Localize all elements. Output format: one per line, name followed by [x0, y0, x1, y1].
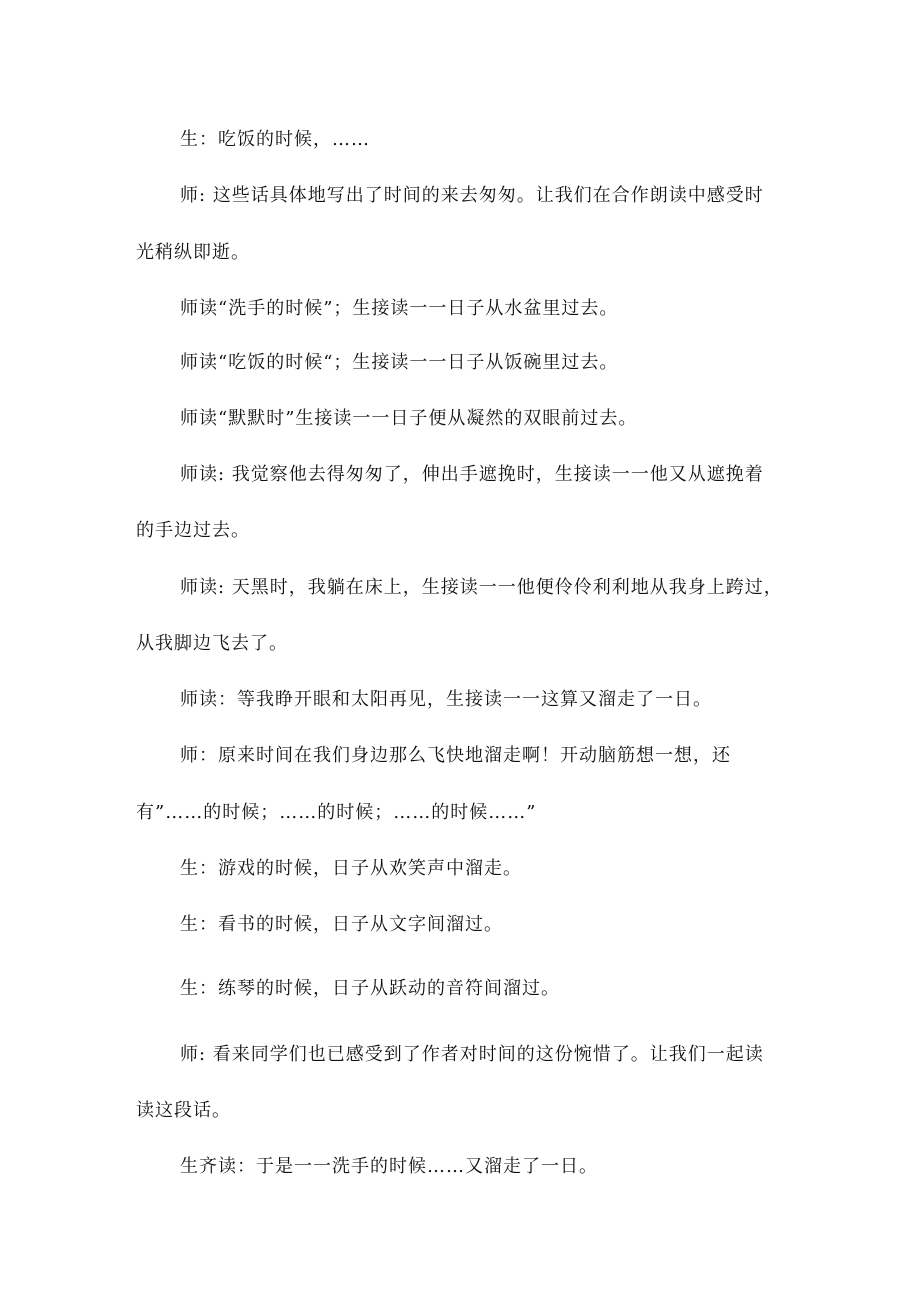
paragraph-line: 师读“默默时”生接读一一日子便从凝然的双眼前过去。 — [180, 408, 638, 429]
paragraph-line: 读这段话。 — [136, 1100, 231, 1121]
paragraph-line: 生：吃饭的时候，…… — [180, 129, 370, 150]
paragraph-line: 师：原来时间在我们身边那么飞快地溜走啊！开动脑筋想一想，还 — [180, 745, 731, 766]
paragraph-line: 生：练琴的时候，日子从跃动的音符间溜过。 — [180, 978, 560, 999]
paragraph-line: 从我脚边飞去了。 — [136, 633, 288, 654]
paragraph-line: 师: 看来同学们也已感受到了作者对时间的这份惋惜了。让我们一起读 — [180, 1044, 764, 1065]
paragraph-line: 生齐读：于是一一洗手的时候……又溜走了一日。 — [180, 1156, 598, 1177]
paragraph-line: 的手边过去。 — [136, 520, 250, 541]
paragraph-line: 生：游戏的时候，日子从欢笑声中溜走。 — [180, 858, 522, 879]
paragraph-line: 有”……的时候；……的时候；……的时候……” — [136, 802, 537, 823]
paragraph-line: 师读“吃饭的时候“；生接读一一日子从饭碗里过去。 — [180, 352, 619, 373]
paragraph-line: 师读：等我睁开眼和太阳再见，生接读一一这算又溜走了一日。 — [180, 689, 712, 710]
paragraph-line: 光稍纵即逝。 — [136, 242, 250, 263]
paragraph-line: 生：看书的时候，日子从文字间溜过。 — [180, 914, 503, 935]
paragraph-line: 师读“洗手的时候”；生接读一一日子从水盆里过去。 — [180, 298, 619, 319]
paragraph-line: 师: 这些话具体地写出了时间的来去匆匆。让我们在合作朗读中感受时 — [180, 185, 764, 206]
paragraph-line: 师读: 我觉察他去得匆匆了，伸出手遮挽时，生接读一一他又从遮挽着 — [180, 464, 764, 485]
paragraph-line: 师读: 天黑时，我躺在床上，生接读一一他便伶伶利利地从我身上跨过， — [180, 577, 783, 598]
